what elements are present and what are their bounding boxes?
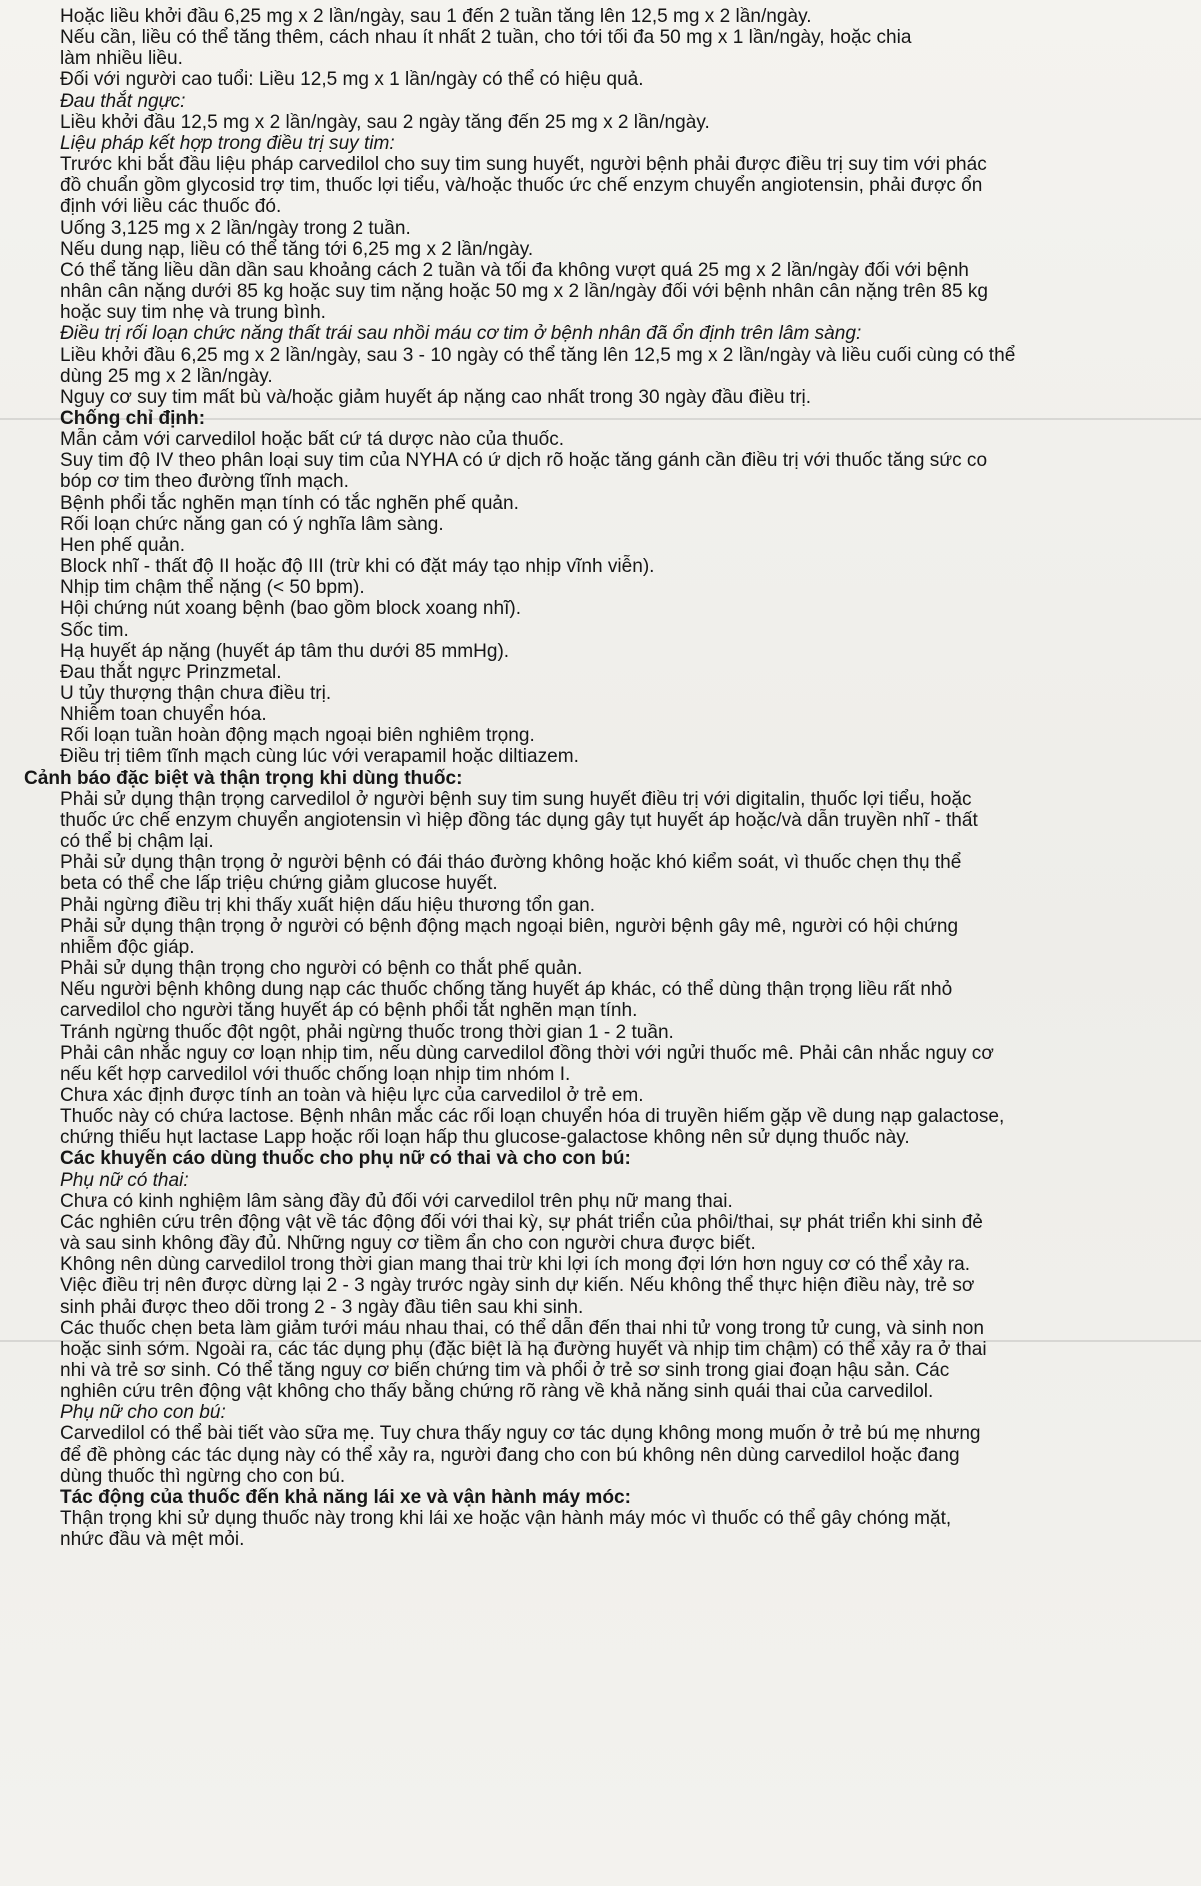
text-line: Phải sử dụng thận trọng carvedilol ở người bệnh suy tim sung huyết điều trị với digitalin, thuốc lợi tiểu, hoặc [60, 788, 972, 810]
text-line: thuốc ức chế enzym chuyển angiotensin vì hiệp đồng tác dụng gây tụt huyết áp hoặc/và dẫn truyền nhĩ - thất [60, 809, 978, 831]
subheading: Điều trị rối loạn chức năng thất trái sau nhồi máu cơ tim ở bệnh nhân đã ổn định trên lâm sàng: [60, 323, 862, 345]
subheading: Phụ nữ có thai: [60, 1169, 189, 1191]
text-line: Có thể tăng liều dần dần sau khoảng cách 2 tuần và tối đa không vượt quá 25 mg x 2 lần/ngày đối với bệnh [60, 259, 969, 281]
text-line: Nếu cần, liều có thể tăng thêm, cách nhau ít nhất 2 tuần, cho tới tối đa 50 mg x 1 lần/ngày, hoặc chia [60, 27, 912, 49]
leaflet-text-block [0, 6, 1201, 1550]
text-line: chứng thiếu hụt lactase Lapp hoặc rối loạn hấp thu glucose-galactose không nên sử dụng thuốc này. [60, 1127, 910, 1149]
text-line: Đau thắt ngực Prinzmetal. [60, 661, 282, 683]
text-line: Thận trọng khi sử dụng thuốc này trong khi lái xe hoặc vận hành máy móc vì thuốc có thể gây chóng mặt, [60, 1508, 952, 1530]
text-line: để đề phòng các tác dụng này có thể xảy ra, người đang cho con bú không nên dùng carvedilol hoặc đang [60, 1444, 960, 1466]
section-heading: Các khuyến cáo dùng thuốc cho phụ nữ có thai và cho con bú: [60, 1148, 631, 1170]
text-line: Phải ngừng điều trị khi thấy xuất hiện dấu hiệu thương tổn gan. [60, 894, 596, 916]
section-heading: Chống chỉ định: [60, 407, 206, 429]
text-line: Block nhĩ - thất độ II hoặc độ III (trừ khi có đặt máy tạo nhịp vĩnh viễn). [60, 556, 655, 578]
text-line: Hội chứng nút xoang bệnh (bao gồm block xoang nhĩ). [60, 598, 522, 620]
text-line: Nhịp tim chậm thể nặng (< 50 bpm). [60, 577, 365, 599]
text-line: dùng 25 mg x 2 lần/ngày. [60, 365, 273, 387]
text-line: Phải sử dụng thận trọng ở người bệnh có đái tháo đường không hoặc khó kiểm soát, vì thuốc chẹn thụ thể [60, 852, 962, 874]
text-line: Nếu dung nạp, liều có thể tăng tới 6,25 mg x 2 lần/ngày. [60, 238, 534, 260]
text-line: Không nên dùng carvedilol trong thời gian mang thai trừ khi lợi ích mong đợi lớn hơn nguy cơ có thể xảy ra. [60, 1254, 971, 1276]
text-line: beta có thể che lấp triệu chứng giảm glucose huyết. [60, 873, 498, 895]
text-line: có thể bị chậm lại. [60, 831, 214, 853]
text-line: Thuốc này có chứa lactose. Bệnh nhân mắc các rối loạn chuyển hóa di truyền hiếm gặp về dung nạp galactose, [60, 1106, 1005, 1128]
text-line: nhi và trẻ sơ sinh. Có thể tăng nguy cơ biến chứng tim và phổi ở trẻ sơ sinh trong giai đoạn hậu sản. Các [60, 1360, 950, 1381]
text-line: Phải cân nhắc nguy cơ loạn nhịp tim, nếu dùng carvedilol đồng thời với ngửi thuốc mê. Phải cân nhắc nguy cơ [60, 1042, 994, 1064]
text-line: Mẫn cảm với carvedilol hoặc bất cứ tá dược nào của thuốc. [60, 429, 565, 451]
text-line: Uống 3,125 mg x 2 lần/ngày trong 2 tuần. [60, 217, 411, 239]
text-line: Tránh ngừng thuốc đột ngột, phải ngừng thuốc trong thời gian 1 - 2 tuần. [60, 1021, 674, 1043]
text-line: Đối với người cao tuổi: Liều 12,5 mg x 1 lần/ngày có thể có hiệu quả. [60, 69, 644, 91]
text-line: carvedilol cho người tăng huyết áp có bệnh phổi tắt nghẽn mạn tính. [60, 1000, 638, 1022]
subheading: Phụ nữ cho con bú: [60, 1402, 226, 1424]
text-line: Rối loạn tuần hoàn động mạch ngoại biên nghiêm trọng. [60, 725, 535, 747]
section-heading: Tác động của thuốc đến khả năng lái xe và vận hành máy móc: [60, 1486, 631, 1508]
text-line: nếu kết hợp carvedilol với thuốc chống loạn nhịp tim nhóm I. [60, 1063, 571, 1085]
text-line: Chưa có kinh nghiệm lâm sàng đầy đủ đối với carvedilol trên phụ nữ mang thai. [60, 1190, 733, 1212]
text-line: Liều khởi đầu 12,5 mg x 2 lần/ngày, sau 2 ngày tăng đến 25 mg x 2 lần/ngày. [60, 111, 710, 133]
text-line: Chưa xác định được tính an toàn và hiệu lực của carvedilol ở trẻ em. [60, 1084, 644, 1106]
text-line: Các nghiên cứu trên động vật về tác động đối với thai kỳ, sự phát triển của phôi/thai, sự phát triển khi sinh đẻ [60, 1211, 983, 1233]
text-line: Trước khi bắt đầu liệu pháp carvedilol cho suy tim sung huyết, người bệnh phải được điều trị suy tim với phác [60, 154, 987, 176]
subheading: Đau thắt ngực: [60, 90, 186, 112]
text-line: Phải sử dụng thận trọng ở người có bệnh động mạch ngoại biên, người bệnh gây mê, người có hội chứng [60, 915, 959, 937]
text-line: Phải sử dụng thận trọng cho người có bệnh co thắt phế quản. [60, 958, 583, 980]
text-line: nghiên cứu trên động vật không cho thấy bằng chứng rõ ràng về khả năng sinh quái thai của carvedilol. [60, 1381, 934, 1403]
text-line: Hạ huyết áp nặng (huyết áp tâm thu dưới 85 mmHg). [60, 640, 510, 662]
text-line: Liều khởi đầu 6,25 mg x 2 lần/ngày, sau 3 - 10 ngày có thể tăng lên 12,5 mg x 2 lần/ngày và liều cuối cùng có thể [60, 344, 1016, 366]
text-line: hoặc suy tim nhẹ và trung bình. [60, 302, 326, 324]
text-line: Các thuốc chẹn beta làm giảm tưới máu nhau thai, có thể dẫn đến thai nhi tử vong trong tử cung, và sinh non [60, 1317, 984, 1339]
text-line: Nếu người bệnh không dung nạp các thuốc chống tăng huyết áp khác, có thể dùng thận trọng liều rất nhỏ [60, 979, 953, 1001]
text-line: Nguy cơ suy tim mất bù và/hoặc giảm huyết áp nặng cao nhất trong 30 ngày đầu điều trị. [60, 386, 812, 408]
text-line: đồ chuẩn gồm glycosid trợ tim, thuốc lợi tiểu, và/hoặc thuốc ức chế enzym chuyển angiotensin, phải được ổn [60, 175, 983, 197]
text-line: Carvedilol có thể bài tiết vào sữa mẹ. Tuy chưa thấy nguy cơ tác dụng không mong muốn ở trẻ bú mẹ nhưng [60, 1423, 981, 1445]
text-line: Rối loạn chức năng gan có ý nghĩa lâm sàng. [60, 513, 444, 535]
text-line: Điều trị tiêm tĩnh mạch cùng lúc với verapamil hoặc diltiazem. [60, 746, 579, 768]
text-line: Sốc tim. [60, 619, 129, 641]
text-line: Suy tim độ IV theo phân loại suy tim của NYHA có ứ dịch rõ hoặc tăng gánh cần điều trị với thuốc tăng sức co [60, 450, 988, 472]
text-line: Nhiễm toan chuyển hóa. [60, 704, 267, 726]
text-line: U tủy thượng thận chưa điều trị. [60, 683, 332, 704]
text-line: nhân cân nặng dưới 85 kg hoặc suy tim nặng hoặc 50 mg x 2 lần/ngày đối với bệnh nhân cân nặng trên 85 kg [60, 281, 988, 303]
text-line: hoặc sinh sớm. Ngoài ra, các tác dụng phụ (đặc biệt là hạ đường huyết và nhịp tim chậm) có thể xảy ra ở thai [60, 1338, 987, 1360]
text-line: và sau sinh không đầy đủ. Những nguy cơ tiềm ẩn cho con người chưa được biết. [60, 1233, 756, 1255]
text-line: Việc điều trị nên được dừng lại 2 - 3 ngày trước ngày sinh dự kiến. Nếu không thể thực hiện điều này, trẻ sơ [60, 1275, 975, 1297]
text-line: làm nhiều liều. [60, 48, 183, 70]
text-line: nhiễm độc giáp. [60, 936, 195, 958]
section-heading: Cảnh báo đặc biệt và thận trọng khi dùng thuốc: [24, 767, 463, 789]
subheading: Liệu pháp kết hợp trong điều trị suy tim: [60, 132, 395, 154]
text-line: Hoặc liều khởi đầu 6,25 mg x 2 lần/ngày, sau 1 đến 2 tuần tăng lên 12,5 mg x 2 lần/ngày. [60, 6, 812, 27]
text-line: định với liều các thuốc đó. [60, 196, 282, 218]
text-line: dùng thuốc thì ngừng cho con bú. [60, 1465, 346, 1487]
text-line: bóp cơ tim theo đường tĩnh mạch. [60, 471, 349, 493]
text-line: sinh phải được theo dõi trong 2 - 3 ngày đầu tiên sau khi sinh. [60, 1296, 584, 1318]
text-line: Hen phế quản. [60, 534, 186, 556]
text-line: nhức đầu và mệt mỏi. [60, 1529, 245, 1551]
text-line: Bệnh phổi tắc nghẽn mạn tính có tắc nghẽn phế quản. [60, 492, 519, 514]
